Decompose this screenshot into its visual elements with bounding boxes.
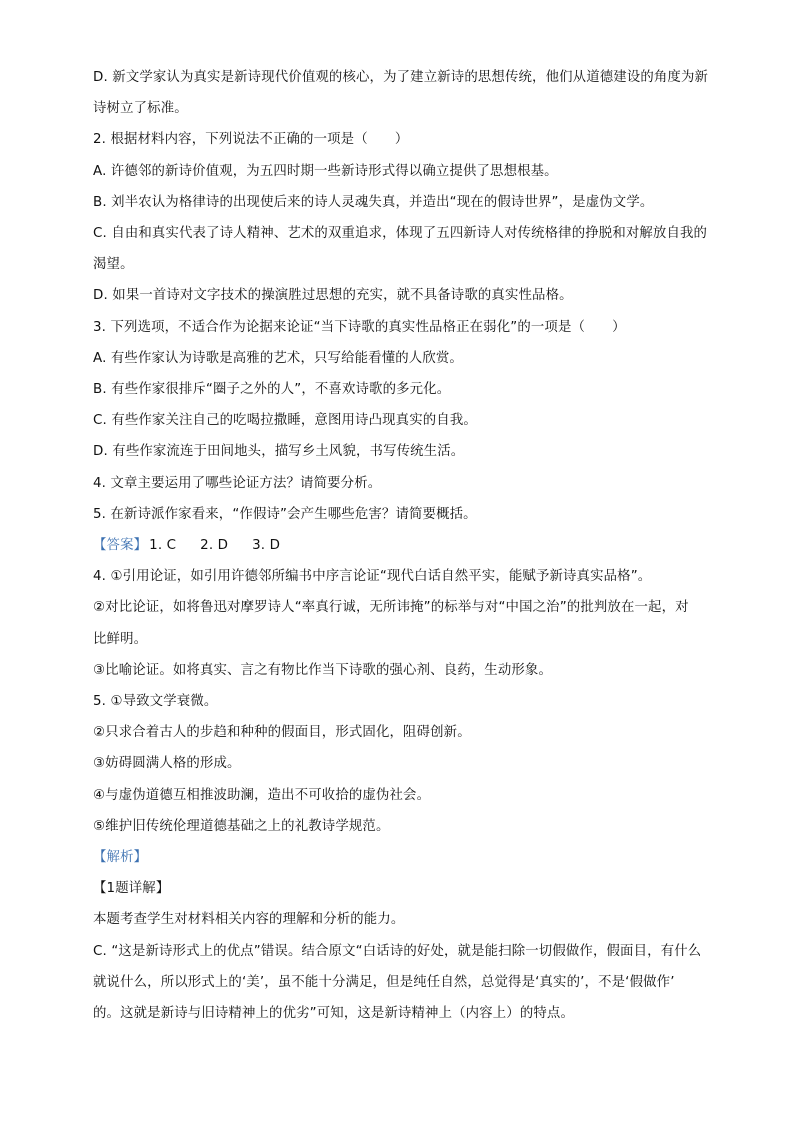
answer-5-point-2: ②只求合着古人的步趋和种种的假面目，形式固化，阻碍创新。	[93, 725, 471, 741]
q3-option-d: D. 有些作家流连于田间地头，描写乡土风貌，书写传统生活。	[93, 444, 465, 460]
q1-detail-line-3: 的。这就是新诗与旧诗精神上的优劣”可知，这是新诗精神上（内容上）的特点。	[93, 1006, 575, 1022]
analysis-tag: 【解析】	[93, 850, 148, 866]
q3-option-b: B. 有些作家很排斥“圈子之外的人”，不喜欢诗歌的多元化。	[93, 382, 451, 398]
answer-2: 2. D	[200, 538, 229, 554]
q3-option-a: A. 有些作家认为诗歌是高雅的艺术，只写给能看懂的人欣赏。	[93, 350, 463, 366]
q1-detail-line-1: C. “这是新诗形式上的优点”错误。结合原文“白话诗的好处，就是能扫除一切假做作，假面目，有什么	[93, 943, 702, 959]
answer-5-point-5: ⑤维护旧传统伦理道德基础之上的礼教诗学规范。	[93, 818, 390, 834]
q2-option-d: D. 如果一首诗对文字技术的操演胜过思想的充实，就不具备诗歌的真实性品格。	[93, 288, 573, 304]
question-5: 5. 在新诗派作家看来，“作假诗”会产生哪些危害？请简要概括。	[93, 506, 477, 522]
q2-option-a: A. 许德邻的新诗价值观，为五四时期一些新诗形式得以确立提供了思想根基。	[93, 163, 558, 179]
answer-1: 1. C	[149, 538, 177, 554]
question-4: 4. 文章主要运用了哪些论证方法？请简要分析。	[93, 475, 382, 491]
answer-3: 3. D	[252, 538, 281, 554]
q2-option-c-line-1: C. 自由和真实代表了诗人精神、艺术的双重追求，体现了五四新诗人对传统格律的挣脱和对解放自我的	[93, 226, 708, 242]
option-d-line-1: D. 新文学家认为真实是新诗现代价值观的核心，为了建立新诗的思想传统，他们从道德建设的角度为新	[93, 70, 709, 85]
answer-line	[93, 530, 713, 561]
answer-5-point-4: ④与虚伪道德互相推波助澜，造出不可收拾的虚伪社会。	[93, 787, 431, 803]
answer-5-point-3: ③妨碍圆满人格的形成。	[93, 756, 241, 772]
question-2: 2. 根据材料内容，下列说法不正确的一项是（ ）	[93, 132, 409, 148]
analysis-line	[93, 842, 713, 873]
answer-4-point-2-line-2: 比鲜明。	[93, 631, 148, 647]
option-d-line-2: 诗树立了标准。	[93, 101, 188, 117]
q3-option-c: C. 有些作家关注自己的吃喝拉撒睡，意图用诗凸现真实的自我。	[93, 413, 477, 429]
q1-detail-heading: 【1题详解】	[93, 881, 170, 897]
answer-tag: 【答案】	[93, 538, 148, 554]
q1-detail-line-2: 就说什么，所以形式上的‘美’，虽不能十分满足，但是纯任自然，总觉得是‘真实的’，不是‘假做作’	[93, 974, 675, 990]
q2-option-c-line-2: 渴望。	[93, 257, 134, 273]
answer-5-point-1: 5. ①导致文学衰微。	[93, 694, 218, 710]
document-body	[93, 62, 713, 1029]
answer-4-point-1: 4. ①引用论证，如引用许德邻所编书中序言论证“现代白话自然平实，能赋予新诗真实品格”。	[93, 569, 652, 585]
q1-detail-intro: 本题考查学生对材料相关内容的理解和分析的能力。	[93, 912, 405, 928]
q2-option-b: B. 刘半农认为格律诗的出现使后来的诗人灵魂失真，并造出“现在的假诗世界”，是虚伪文学。	[93, 194, 654, 210]
answer-4-point-2-line-1: ②对比论证，如将鲁迅对摩罗诗人“率真行诚，无所讳掩”的标举与对“中国之治”的批判放在一起，对	[93, 600, 689, 616]
answer-4-point-3: ③比喻论证。如将真实、言之有物比作当下诗歌的强心剂、良药，生动形象。	[93, 662, 552, 678]
question-3: 3. 下列选项，不适合作为论据来论证“当下诗歌的真实性品格正在弱化”的一项是（ ）	[93, 319, 626, 335]
